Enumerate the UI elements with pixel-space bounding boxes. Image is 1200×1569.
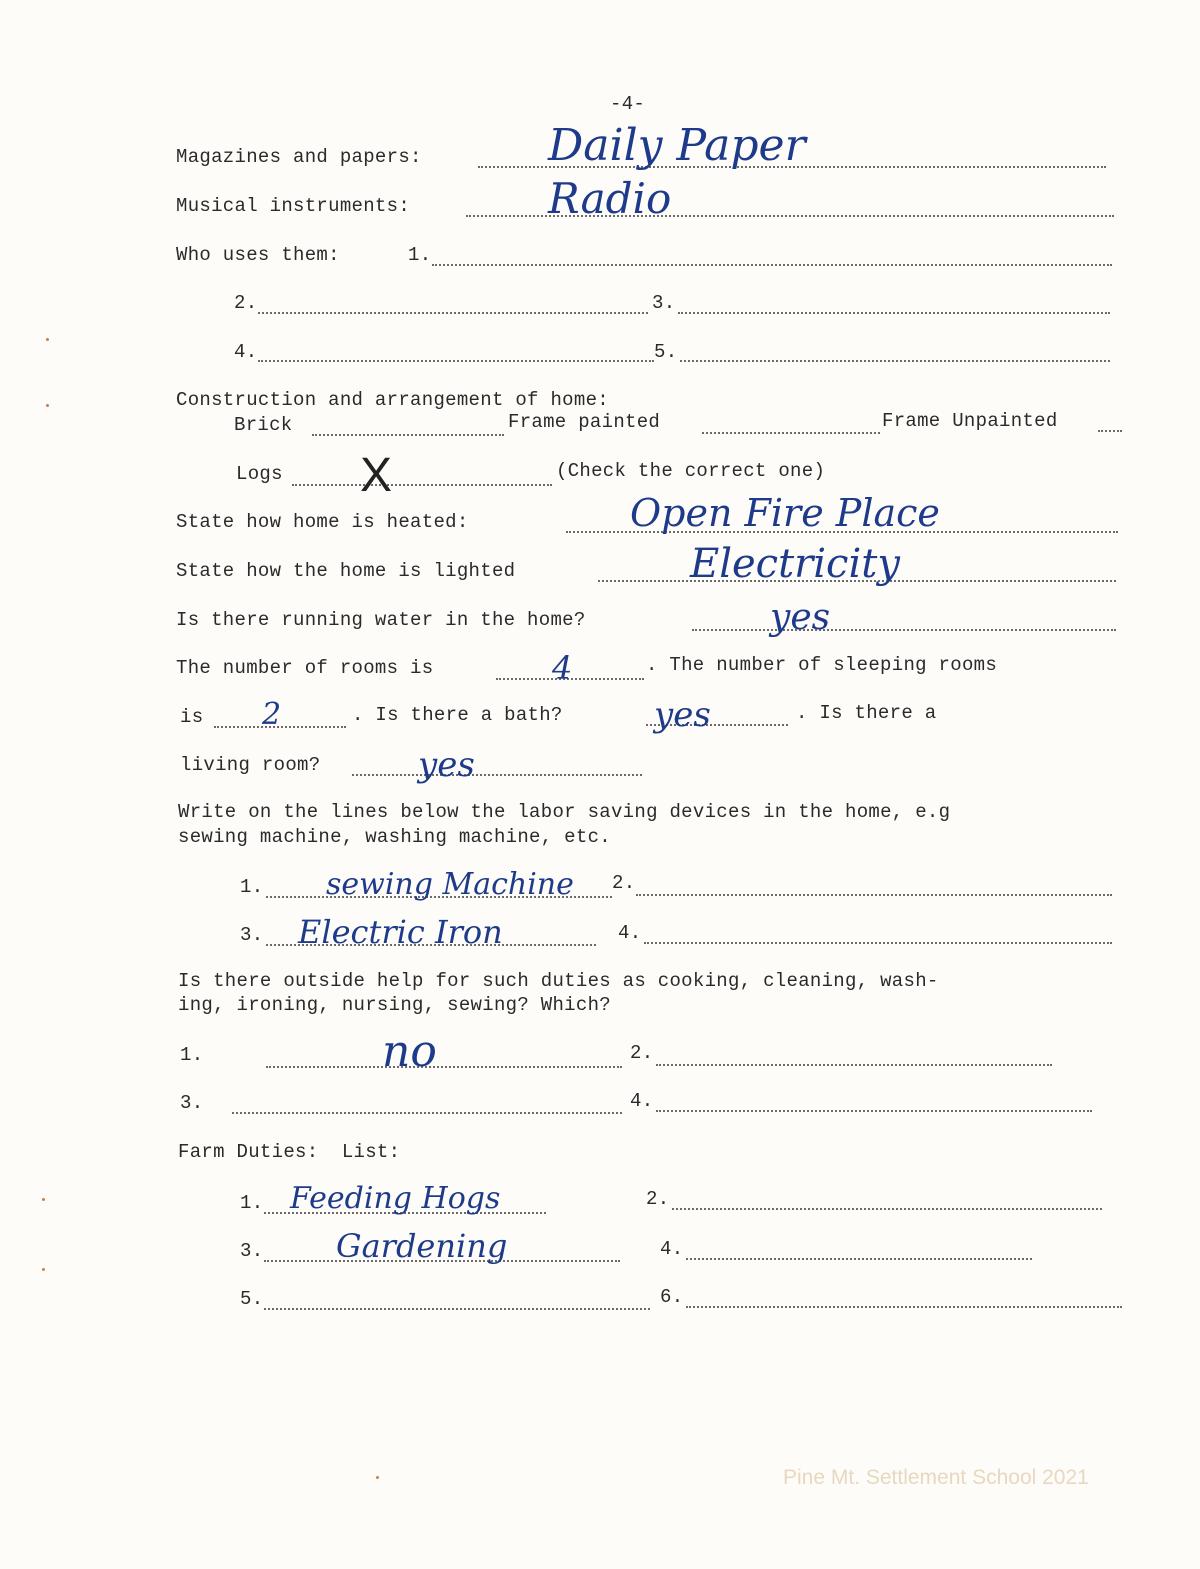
labor-2-line [636, 894, 1112, 896]
help-question-line2: ing, ironing, nursing, sewing? Which? [178, 994, 611, 1016]
help-4: 4. [630, 1090, 654, 1112]
labor-1: 1. [240, 876, 264, 898]
farm-1-answer: Feeding Hogs [290, 1181, 501, 1216]
who-uses-5: 5. [654, 341, 678, 363]
labor-3-answer: Electric Iron [298, 913, 503, 951]
bath-label: . Is there a bath? [352, 704, 563, 726]
paper-speck [46, 338, 49, 341]
check-note: (Check the correct one) [556, 460, 826, 482]
farm-3: 3. [240, 1240, 264, 1262]
heated-answer: Open Fire Place [630, 491, 940, 535]
farm-2-line [672, 1208, 1102, 1210]
rooms-label: The number of rooms is [176, 657, 434, 679]
magazines-label: Magazines and papers: [176, 146, 422, 168]
sleeping-rooms-answer: 2 [262, 697, 282, 732]
who-uses-4: 4. [234, 341, 258, 363]
who-uses-3-line [678, 312, 1110, 314]
labor-4-line [644, 942, 1112, 944]
logs-check-mark: X [360, 449, 393, 502]
farm-5-line [264, 1308, 650, 1310]
watermark: Pine Mt. Settlement School 2021 [783, 1466, 1089, 1489]
frame-painted-label: Frame painted [508, 411, 661, 433]
farm-3-answer: Gardening [336, 1227, 508, 1265]
living-room-label: living room? [180, 754, 321, 776]
frame-unpainted-label: Frame Unpainted [882, 410, 1058, 432]
who-uses-3: 3. [652, 292, 676, 314]
help-1-line [266, 1066, 622, 1068]
help-2: 2. [630, 1042, 654, 1064]
help-1: 1. [180, 1044, 204, 1066]
frame-painted-line [702, 432, 880, 434]
paper-speck [42, 1268, 45, 1271]
help-3-line [232, 1112, 622, 1114]
logs-line [292, 484, 552, 486]
who-uses-5-line [680, 360, 1110, 362]
help-question-line1: Is there outside help for such duties as cooking, cleaning, wash- [178, 970, 939, 992]
living-room-question: . Is there a [796, 702, 937, 724]
farm-6-line [686, 1306, 1122, 1308]
who-uses-1: 1. [408, 244, 432, 266]
farm-5: 5. [240, 1288, 264, 1310]
help-2-line [656, 1064, 1052, 1066]
logs-label: Logs [236, 463, 283, 485]
farm-4-line [686, 1258, 1032, 1260]
farm-6: 6. [660, 1286, 684, 1308]
labor-instruction-line1: Write on the lines below the labor saving devices in the home, e.g [178, 801, 951, 823]
frame-unpainted-line [1098, 430, 1122, 432]
paper-speck [42, 1198, 45, 1201]
sleeping-is-label: is [180, 706, 204, 728]
water-line [692, 629, 1116, 631]
brick-line [312, 434, 504, 436]
water-label: Is there running water in the home? [176, 609, 586, 631]
musical-label: Musical instruments: [176, 195, 411, 217]
who-uses-2: 2. [234, 292, 258, 314]
rooms-answer: 4 [552, 649, 573, 687]
bath-answer: yes [654, 695, 711, 735]
water-answer: yes [770, 597, 831, 638]
farm-duties-label: Farm Duties: List: [178, 1141, 401, 1163]
labor-2: 2. [612, 872, 636, 894]
construction-heading: Construction and arrangement of home: [176, 389, 609, 411]
paper-speck [376, 1476, 379, 1479]
who-uses-4-line [258, 360, 654, 362]
musical-answer: Radio [548, 174, 672, 223]
living-room-answer: yes [418, 745, 475, 785]
brick-label: Brick [234, 414, 293, 436]
labor-3: 3. [240, 924, 264, 946]
who-uses-label: Who uses them: [176, 244, 340, 266]
labor-instruction-line2: sewing machine, washing machine, etc. [178, 826, 611, 848]
heated-label: State how home is heated: [176, 511, 469, 533]
paper-speck [46, 404, 49, 407]
farm-4: 4. [660, 1238, 684, 1260]
labor-1-answer: sewing Machine [326, 867, 574, 902]
farm-2: 2. [646, 1188, 670, 1210]
help-4-line [656, 1110, 1092, 1112]
sleeping-rooms-label: . The number of sleeping rooms [646, 654, 998, 676]
help-3: 3. [180, 1092, 204, 1114]
magazines-answer: Daily Paper [548, 120, 806, 171]
who-uses-2-line [258, 312, 648, 314]
page-number: -4- [610, 93, 646, 115]
lighted-answer: Electricity [690, 541, 900, 587]
farm-1: 1. [240, 1192, 264, 1214]
lighted-label: State how the home is lighted [176, 560, 516, 582]
living-room-line [352, 774, 642, 776]
who-uses-1-line [432, 264, 1112, 266]
labor-4: 4. [618, 922, 642, 944]
help-1-answer: no [382, 1026, 437, 1077]
